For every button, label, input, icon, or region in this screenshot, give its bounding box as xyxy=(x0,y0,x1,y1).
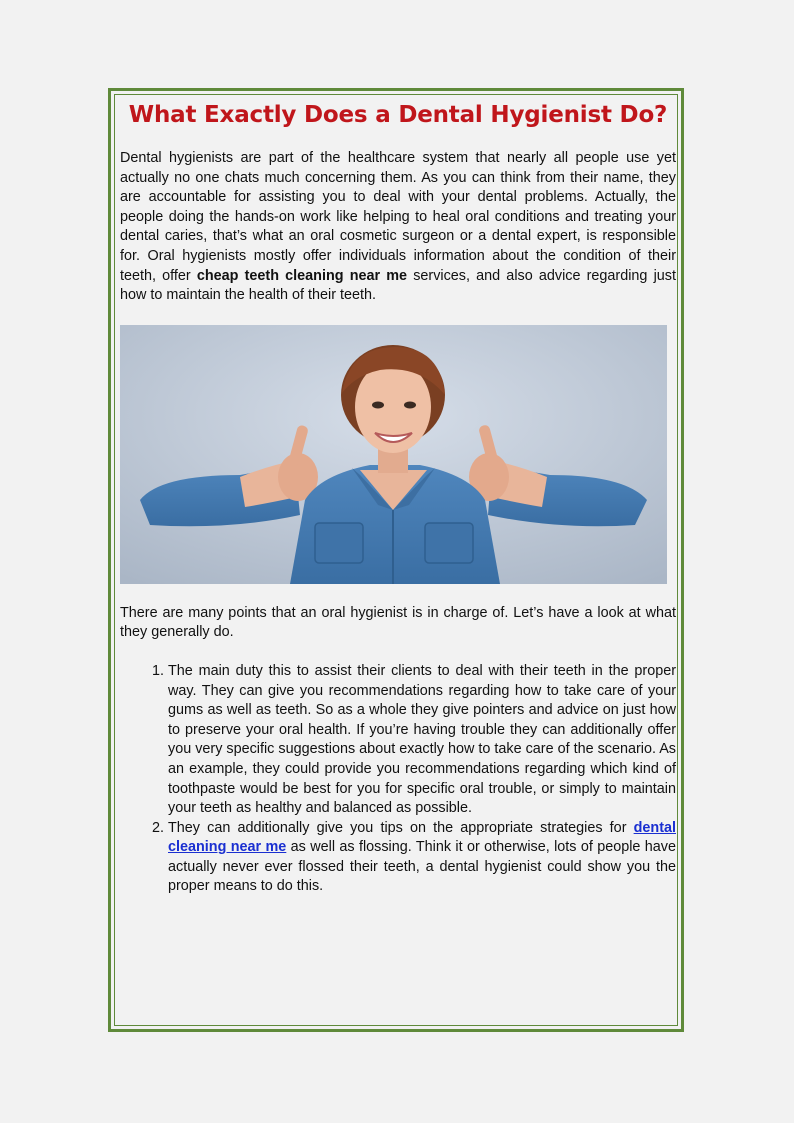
list-item-text: They can additionally give you tips on the appropriate strategies for xyxy=(168,819,634,836)
intro-bold-keyword: cheap teeth cleaning near me xyxy=(196,267,408,284)
hero-photo xyxy=(120,325,667,584)
intro-paragraph xyxy=(120,149,676,306)
dental-cleaning-link[interactable]: dental cleaning near me xyxy=(168,819,676,856)
list-item-text-end: as well as flossing. Think it or otherwise, lots of people have actually never ever flossed their teeth, a dental hygienist could show you the proper means to do this. xyxy=(168,839,676,895)
points-intro-paragraph: There are many points that an oral hygienist is in charge of. Let’s have a look at what they generally do. xyxy=(120,604,676,641)
list-item: 1. The main duty this to assist their clients to deal with their teeth in the proper way. They can give you recommendations regarding how to take care of your gums as well as teeth. So as a whole they give pointers and advice on just how to preserve your oral health. If you’re having trouble they can additionally offer you very specific suggestions about exactly how to take care of the scenario. As an example, they could provide you recommendations regarding which kind of toothpaste would be best for you for specific oral trouble, or simply to maintain your teeth as healthy and balanced as possible. xyxy=(168,662,676,819)
article xyxy=(120,96,676,897)
page-title: What Exactly Does a Dental Hygienist Do? xyxy=(128,102,668,128)
duties-list xyxy=(120,662,676,897)
list-item xyxy=(168,819,676,897)
intro-text: Dental hygienists are part of the healthcare system that nearly all people use yet actually no one chats much concerning them. As you can think from their name, they are accountable for assisting you to deal with your dental problems. Actually, the people doing the hands-on work like helping to heal oral conditions and treating your dental caries, that’s what an oral cosmetic surgeon or a dental expert, is responsible for. Oral hygienists mostly offer individuals information about the condition of their teeth, offer xyxy=(120,150,676,284)
intro-text-end: services, and also advice regarding just how to maintain the health of their teeth. xyxy=(120,267,676,304)
